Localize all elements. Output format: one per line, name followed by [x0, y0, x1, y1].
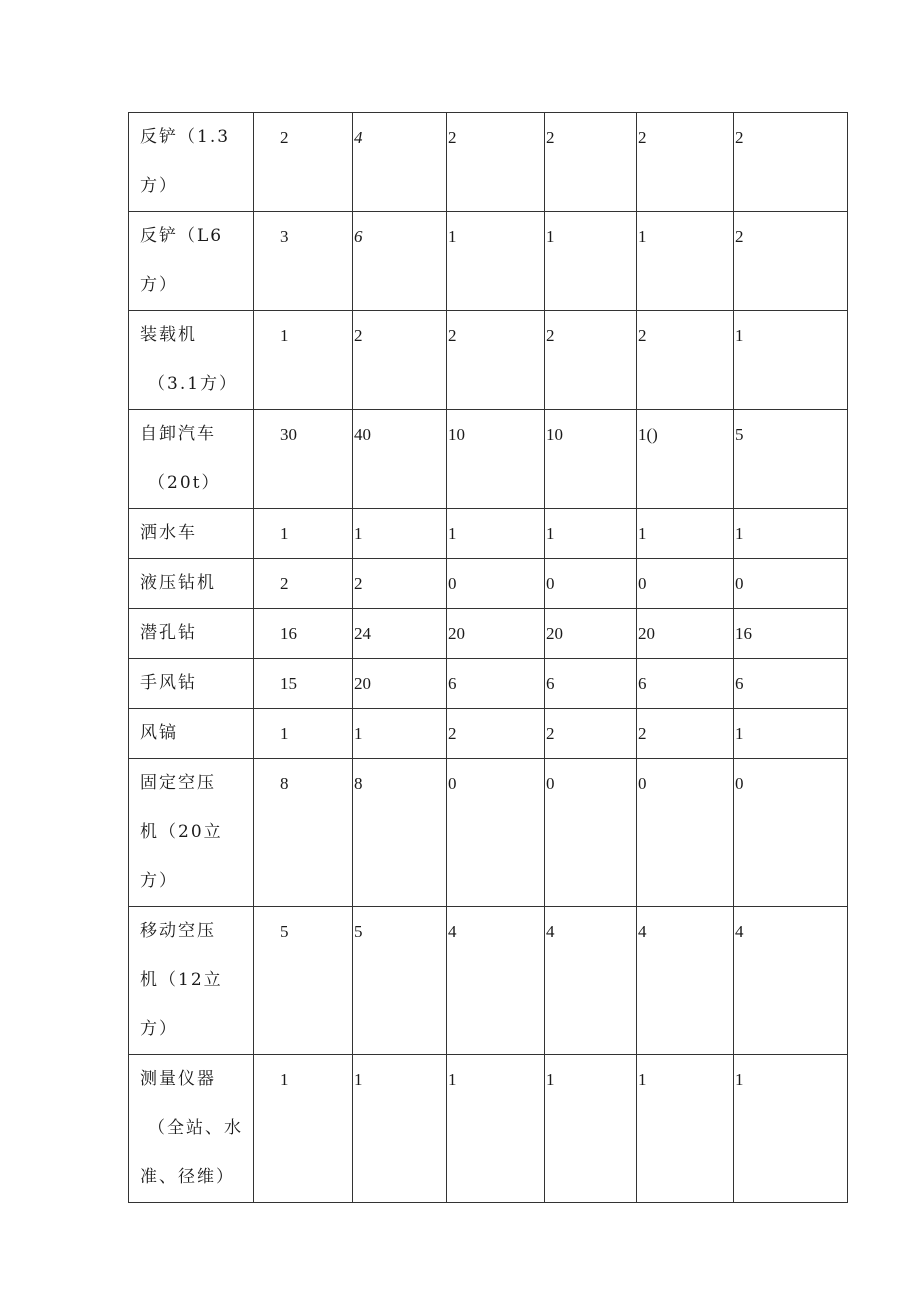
table-row [129, 759, 848, 907]
value-cell: 1() [637, 410, 734, 509]
equipment-name-line: 测量仪器 [140, 1069, 216, 1089]
value-cell: 2 [353, 559, 447, 609]
value-cell: 24 [353, 609, 447, 659]
value-cell: 5 [353, 907, 447, 1055]
value-cell: 20 [545, 609, 637, 659]
equipment-name-cell [129, 410, 254, 509]
value-cell: 6 [447, 659, 545, 709]
value-cell: 2 [447, 311, 545, 410]
value-cell: 1 [254, 709, 353, 759]
value-cell: 20 [447, 609, 545, 659]
value-cell: 1 [545, 212, 637, 311]
value-cell: 1 [353, 509, 447, 559]
value-cell: 6 [734, 659, 848, 709]
value-cell: 0 [545, 759, 637, 907]
table-row [129, 311, 848, 410]
value-cell: 10 [545, 410, 637, 509]
table-row [129, 113, 848, 212]
equipment-name-line: 机（12立 [140, 970, 223, 990]
equipment-name-line: 手风钻 [140, 673, 197, 693]
value-cell: 20 [637, 609, 734, 659]
value-cell: 16 [734, 609, 848, 659]
table-row [129, 907, 848, 1055]
value-cell: 0 [447, 759, 545, 907]
value-cell: 0 [545, 559, 637, 609]
value-cell: 10 [447, 410, 545, 509]
value-cell: 15 [254, 659, 353, 709]
equipment-name-cell [129, 907, 254, 1055]
value-cell: 40 [353, 410, 447, 509]
table-row [129, 559, 848, 609]
value-cell: 8 [353, 759, 447, 907]
value-cell: 4 [545, 907, 637, 1055]
table-row [129, 659, 848, 709]
value-cell: 2 [353, 311, 447, 410]
value-cell: 5 [734, 410, 848, 509]
value-cell: 6 [637, 659, 734, 709]
table-row [129, 212, 848, 311]
equipment-name-cell [129, 311, 254, 410]
value-cell: 1 [637, 212, 734, 311]
value-cell: 1 [447, 212, 545, 311]
value-cell: 1 [254, 509, 353, 559]
equipment-name-line: 机（20立 [140, 822, 223, 842]
value-cell: 1 [734, 311, 848, 410]
equipment-name-line: 反铲（L6 [140, 226, 224, 246]
table-row [129, 709, 848, 759]
value-cell: 1 [734, 709, 848, 759]
value-cell: 0 [637, 759, 734, 907]
equipment-name-line: 液压钻机 [140, 573, 216, 593]
value-cell: 1 [545, 509, 637, 559]
value-cell: 4 [447, 907, 545, 1055]
value-cell: 2 [637, 311, 734, 410]
value-cell: 0 [447, 559, 545, 609]
equipment-name-line: 风镐 [140, 723, 178, 743]
value-cell: 2 [637, 709, 734, 759]
value-cell: 2 [734, 212, 848, 311]
equipment-name-line: 移动空压 [140, 921, 216, 941]
equipment-name-line: 方） [140, 871, 178, 891]
value-cell: 20 [353, 659, 447, 709]
value-cell: 1 [254, 311, 353, 410]
equipment-name-line: 准、径维） [140, 1167, 235, 1187]
equipment-name-line: 固定空压 [140, 773, 216, 793]
value-cell: 1 [637, 509, 734, 559]
equipment-name-cell [129, 212, 254, 311]
value-cell: 1 [447, 509, 545, 559]
table-row [129, 509, 848, 559]
value-cell: 6 [545, 659, 637, 709]
value-cell: 1 [545, 1055, 637, 1203]
value-cell: 6 [353, 212, 447, 311]
equipment-name-line: 方） [140, 1019, 178, 1039]
value-cell: 2 [447, 709, 545, 759]
equipment-name-line: （20t） [148, 473, 221, 493]
equipment-name-cell [129, 709, 254, 759]
equipment-name-line: 洒水车 [140, 523, 197, 543]
table-row [129, 609, 848, 659]
value-cell: 1 [353, 709, 447, 759]
value-cell: 2 [254, 559, 353, 609]
equipment-name-line: （3.1方） [148, 374, 239, 394]
equipment-name-cell [129, 609, 254, 659]
equipment-name-line: 装载机 [140, 325, 197, 345]
value-cell: 1 [353, 1055, 447, 1203]
value-cell: 4 [734, 907, 848, 1055]
equipment-name-line: 方） [140, 176, 178, 196]
equipment-name-cell [129, 1055, 254, 1203]
equipment-name-line: 反铲（1.3 [140, 127, 231, 147]
equipment-name-cell [129, 659, 254, 709]
value-cell: 30 [254, 410, 353, 509]
value-cell: 2 [637, 113, 734, 212]
value-cell: 3 [254, 212, 353, 311]
value-cell: 2 [447, 113, 545, 212]
value-cell: 5 [254, 907, 353, 1055]
equipment-name-line: 潜孔钻 [140, 623, 197, 643]
value-cell: 0 [734, 559, 848, 609]
value-cell: 2 [545, 311, 637, 410]
value-cell: 0 [734, 759, 848, 907]
value-cell: 16 [254, 609, 353, 659]
value-cell: 4 [637, 907, 734, 1055]
value-cell: 2 [545, 113, 637, 212]
value-cell: 1 [637, 1055, 734, 1203]
equipment-table [128, 112, 848, 1203]
equipment-name-line: 自卸汽车 [140, 424, 216, 444]
equipment-name-cell [129, 113, 254, 212]
equipment-name-line: （全站、水 [148, 1118, 243, 1138]
equipment-name-line: 方） [140, 275, 178, 295]
table-row [129, 410, 848, 509]
value-cell: 1 [447, 1055, 545, 1203]
value-cell: 2 [545, 709, 637, 759]
table-row [129, 1055, 848, 1203]
value-cell: 8 [254, 759, 353, 907]
value-cell: 1 [254, 1055, 353, 1203]
value-cell: 1 [734, 509, 848, 559]
equipment-name-cell [129, 509, 254, 559]
value-cell: 4 [353, 113, 447, 212]
equipment-name-cell [129, 559, 254, 609]
value-cell: 2 [734, 113, 848, 212]
equipment-name-cell [129, 759, 254, 907]
value-cell: 1 [734, 1055, 848, 1203]
value-cell: 2 [254, 113, 353, 212]
value-cell: 0 [637, 559, 734, 609]
